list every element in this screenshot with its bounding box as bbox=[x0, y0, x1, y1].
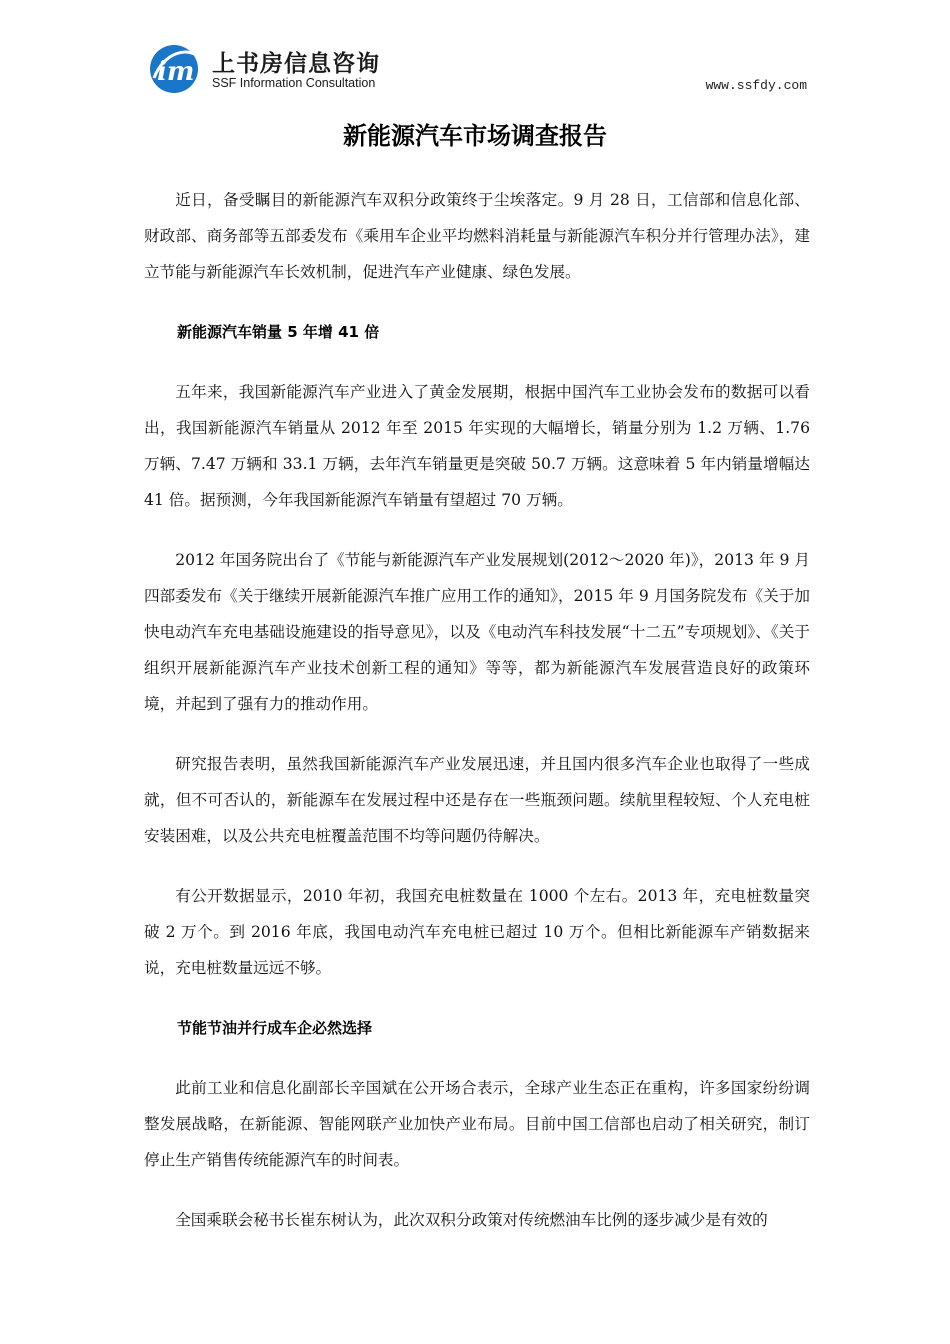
section-heading-energy-saving: 节能节油并行成车企必然选择 bbox=[177, 1019, 373, 1037]
paragraph-sales-growth: 五年来，我国新能源汽车产业进入了黄金发展期，根据中国汽车工业协会发布的数据可以看出，我国新能源汽车销量从 2012 年至 2015 年实现的大幅增长，销量分别为 1.2 万辆、1.76 万辆、7.47 万辆和 33.1 万辆，去年汽车销量更是突破 50.7 万辆。这意味着 5 年内销量增幅达 41 倍。据预测，今年我国新能源汽车销量有望超过 70 万辆。 bbox=[144, 383, 810, 509]
paragraph-intro: 近日，备受瞩目的新能源汽车双积分政策终于尘埃落定。9 月 28 日，工信部和信息化部、财政部、商务部等五部委发布《乘用车企业平均燃料消耗量与新能源汽车积分并行管理办法》，建立节能与新能源汽车长效机制，促进汽车产业健康、绿色发展。 bbox=[144, 191, 810, 281]
document-body bbox=[144, 182, 810, 1262]
document-title: 新能源汽车市场调查报告 bbox=[343, 122, 607, 150]
paragraph-industry-strategy: 此前工业和信息化副部长辛国斌在公开场合表示，全球产业生态正在重构，许多国家纷纷调整发展战略，在新能源、智能网联产业加快产业布局。目前中国工信部也启动了相关研究，制订停止生产销售传统能源汽车的时间表。 bbox=[144, 1079, 810, 1169]
paragraph-policies: 2012 年国务院出台了《节能与新能源汽车产业发展规划(2012～2020 年)》，2013 年 9 月四部委发布《关于继续开展新能源汽车推广应用工作的通知》，2015 年 9 月国务院发布《关于加快电动汽车充电基础设施建设的指导意见》，以及《电动汽车科技发展“十二五”专项规划》、《关于组织开展新能源汽车产业技术创新工程的通知》等等，都为新能源汽车发展营造良好的政策环境，并起到了强有力的推动作用。 bbox=[144, 551, 811, 713]
paragraph-bottlenecks: 研究报告表明，虽然我国新能源汽车产业发展迅速，并且国内很多汽车企业也取得了一些成就，但不可否认的，新能源车在发展过程中还是存在一些瓶颈问题。续航里程较短、个人充电桩安装困难，以及公共充电桩覆盖范围不均等问题仍待解决。 bbox=[144, 755, 810, 845]
page-header bbox=[0, 0, 950, 110]
paragraph-charging-piles: 有公开数据显示，2010 年初，我国充电桩数量在 1000 个左右。2013 年，充电桩数量突破 2 万个。到 2016 年底，我国电动汽车充电桩已超过 10 万个。但相比新能源车产销数据来说，充电桩数量远远不够。 bbox=[144, 887, 810, 977]
section-heading-sales: 新能源汽车销量 5 年增 41 倍 bbox=[177, 323, 380, 341]
paragraph-expert-view: 全国乘联会秘书长崔东树认为，此次双积分政策对传统燃油车比例的逐步减少是有效的 bbox=[175, 1211, 768, 1229]
site-url[interactable]: www.ssfdy.com bbox=[705, 78, 807, 93]
ssf-logo-icon bbox=[148, 44, 204, 94]
brand-name: 上书房信息咨询 bbox=[212, 51, 380, 77]
brand-tagline: SSF Information Consultation bbox=[212, 76, 376, 90]
svg-text:im: im bbox=[157, 57, 195, 87]
